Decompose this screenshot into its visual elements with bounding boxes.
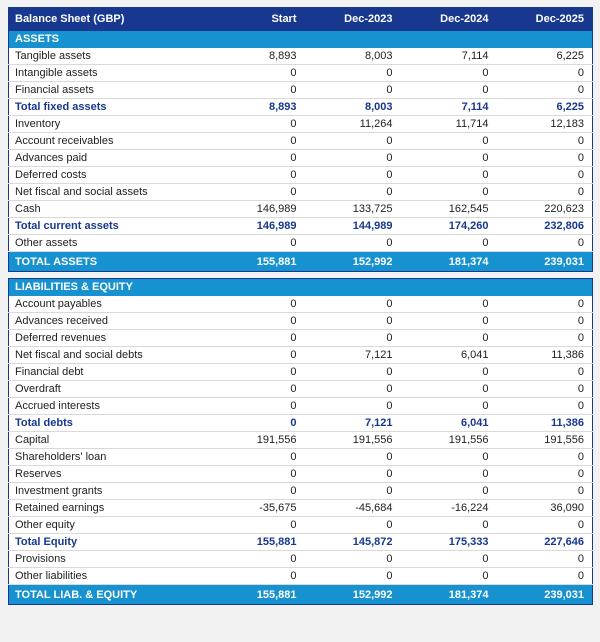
row-label: Total fixed assets	[9, 99, 209, 116]
cell-value: 0	[305, 483, 401, 500]
cell-value: 7,114	[401, 48, 497, 65]
cell-value: 6,041	[401, 415, 497, 432]
table-row	[9, 82, 593, 99]
total-row-label: TOTAL ASSETS	[9, 252, 209, 272]
cell-value: 146,989	[209, 201, 305, 218]
cell-value: 0	[497, 517, 593, 534]
cell-value: 0	[305, 330, 401, 347]
row-label: Shareholders' loan	[9, 449, 209, 466]
row-label: Other equity	[9, 517, 209, 534]
table-row	[9, 568, 593, 585]
cell-value: 0	[401, 82, 497, 99]
cell-value: 0	[209, 415, 305, 432]
row-label: Total Equity	[9, 534, 209, 551]
cell-value: 0	[401, 517, 497, 534]
cell-value: 0	[401, 398, 497, 415]
cell-value: 0	[305, 313, 401, 330]
liabilities-equity-section-body	[9, 279, 593, 605]
row-label: Investment grants	[9, 483, 209, 500]
row-label: Deferred costs	[9, 167, 209, 184]
table-row	[9, 415, 593, 432]
cell-value: 0	[209, 82, 305, 99]
column-header: Start	[209, 8, 305, 31]
liabilities-equity-table	[8, 278, 593, 605]
table-row	[9, 466, 593, 483]
cell-value: 0	[305, 82, 401, 99]
cell-value: 0	[209, 184, 305, 201]
cell-value: 0	[209, 398, 305, 415]
cell-value: 0	[209, 449, 305, 466]
row-label: Total debts	[9, 415, 209, 432]
cell-value: 0	[305, 381, 401, 398]
cell-value: 8,893	[209, 99, 305, 116]
cell-value: 0	[401, 167, 497, 184]
cell-value: 0	[209, 133, 305, 150]
cell-value: -16,224	[401, 500, 497, 517]
cell-value: 0	[209, 551, 305, 568]
cell-value: 0	[401, 133, 497, 150]
assets-table	[8, 7, 593, 272]
cell-value: 145,872	[305, 534, 401, 551]
cell-value: 0	[305, 551, 401, 568]
row-label: Capital	[9, 432, 209, 449]
cell-value: 0	[497, 330, 593, 347]
column-header: Dec-2025	[497, 8, 593, 31]
cell-value: 0	[209, 381, 305, 398]
cell-value: 0	[497, 167, 593, 184]
cell-value: 0	[209, 167, 305, 184]
cell-value: 12,183	[497, 116, 593, 133]
cell-value: 162,545	[401, 201, 497, 218]
row-label: Total current assets	[9, 218, 209, 235]
row-label: Cash	[9, 201, 209, 218]
cell-value: 155,881	[209, 534, 305, 551]
cell-value: 0	[305, 398, 401, 415]
cell-value: 0	[401, 184, 497, 201]
cell-value: 0	[305, 466, 401, 483]
cell-value: 0	[497, 449, 593, 466]
table-row	[9, 99, 593, 116]
cell-value: 0	[497, 381, 593, 398]
table-row	[9, 483, 593, 500]
assets-section-body	[9, 31, 593, 272]
cell-value: 0	[497, 235, 593, 252]
total-cell-value: 181,374	[401, 252, 497, 272]
column-header: Dec-2024	[401, 8, 497, 31]
table-row	[9, 313, 593, 330]
table-row	[9, 201, 593, 218]
cell-value: 7,114	[401, 99, 497, 116]
cell-value: 0	[401, 313, 497, 330]
table-row	[9, 116, 593, 133]
cell-value: -45,684	[305, 500, 401, 517]
section-header-label: LIABILITIES & EQUITY	[9, 279, 593, 296]
row-label: Account payables	[9, 296, 209, 313]
cell-value: 7,121	[305, 415, 401, 432]
cell-value: 0	[209, 296, 305, 313]
cell-value: 36,090	[497, 500, 593, 517]
cell-value: 0	[497, 466, 593, 483]
cell-value: 0	[401, 551, 497, 568]
cell-value: 6,041	[401, 347, 497, 364]
cell-value: 6,225	[497, 48, 593, 65]
cell-value: 174,260	[401, 218, 497, 235]
table-row	[9, 48, 593, 65]
cell-value: 8,003	[305, 99, 401, 116]
table-row	[9, 65, 593, 82]
total-cell-value: 155,881	[209, 585, 305, 605]
table-row	[9, 517, 593, 534]
cell-value: 0	[209, 116, 305, 133]
row-label: Financial assets	[9, 82, 209, 99]
cell-value: 7,121	[305, 347, 401, 364]
cell-value: 0	[401, 466, 497, 483]
table-row	[9, 296, 593, 313]
cell-value: 0	[401, 150, 497, 167]
cell-value: 0	[401, 568, 497, 585]
cell-value: 232,806	[497, 218, 593, 235]
cell-value: 11,264	[305, 116, 401, 133]
total-cell-value: 239,031	[497, 585, 593, 605]
table-row	[9, 184, 593, 201]
row-label: Deferred revenues	[9, 330, 209, 347]
row-label: Reserves	[9, 466, 209, 483]
row-label: Financial debt	[9, 364, 209, 381]
row-label: Account receivables	[9, 133, 209, 150]
cell-value: 0	[401, 449, 497, 466]
row-label: Accrued interests	[9, 398, 209, 415]
cell-value: 0	[305, 568, 401, 585]
row-label: Net fiscal and social debts	[9, 347, 209, 364]
cell-value: 0	[497, 313, 593, 330]
table-row	[9, 449, 593, 466]
total-row-label: TOTAL LIAB. & EQUITY	[9, 585, 209, 605]
cell-value: 0	[305, 150, 401, 167]
cell-value: 8,003	[305, 48, 401, 65]
table-row	[9, 551, 593, 568]
cell-value: 0	[401, 483, 497, 500]
cell-value: 0	[401, 330, 497, 347]
cell-value: 144,989	[305, 218, 401, 235]
cell-value: 220,623	[497, 201, 593, 218]
cell-value: 0	[209, 517, 305, 534]
total-cell-value: 239,031	[497, 252, 593, 272]
cell-value: 0	[209, 65, 305, 82]
cell-value: 0	[497, 82, 593, 99]
cell-value: 0	[497, 133, 593, 150]
cell-value: 227,646	[497, 534, 593, 551]
total-cell-value: 152,992	[305, 585, 401, 605]
section-header-row	[9, 31, 593, 48]
table-row	[9, 330, 593, 347]
section-header-label: ASSETS	[9, 31, 593, 48]
cell-value: 0	[497, 65, 593, 82]
cell-value: 0	[497, 483, 593, 500]
cell-value: 0	[209, 364, 305, 381]
row-label: Provisions	[9, 551, 209, 568]
cell-value: 6,225	[497, 99, 593, 116]
cell-value: 0	[305, 517, 401, 534]
row-label: Retained earnings	[9, 500, 209, 517]
cell-value: 8,893	[209, 48, 305, 65]
table-row	[9, 235, 593, 252]
cell-value: 0	[497, 551, 593, 568]
cell-value: 191,556	[209, 432, 305, 449]
cell-value: 0	[305, 235, 401, 252]
table-row	[9, 398, 593, 415]
cell-value: 0	[209, 568, 305, 585]
cell-value: 0	[305, 65, 401, 82]
cell-value: 0	[497, 184, 593, 201]
cell-value: 0	[209, 347, 305, 364]
cell-value: 11,386	[497, 415, 593, 432]
column-header-row	[9, 8, 593, 31]
table-title: Balance Sheet (GBP)	[9, 8, 209, 31]
cell-value: 0	[209, 466, 305, 483]
cell-value: 0	[209, 235, 305, 252]
table-row	[9, 381, 593, 398]
cell-value: -35,675	[209, 500, 305, 517]
cell-value: 0	[305, 184, 401, 201]
section-total-row	[9, 585, 593, 605]
row-label: Other assets	[9, 235, 209, 252]
cell-value: 0	[305, 133, 401, 150]
cell-value: 0	[401, 364, 497, 381]
row-label: Net fiscal and social assets	[9, 184, 209, 201]
cell-value: 191,556	[305, 432, 401, 449]
row-label: Advances received	[9, 313, 209, 330]
cell-value: 0	[209, 150, 305, 167]
cell-value: 0	[209, 483, 305, 500]
cell-value: 11,714	[401, 116, 497, 133]
cell-value: 0	[305, 296, 401, 313]
table-row	[9, 167, 593, 184]
row-label: Inventory	[9, 116, 209, 133]
cell-value: 175,333	[401, 534, 497, 551]
section-header-row	[9, 279, 593, 296]
cell-value: 0	[209, 330, 305, 347]
cell-value: 146,989	[209, 218, 305, 235]
cell-value: 191,556	[497, 432, 593, 449]
cell-value: 133,725	[305, 201, 401, 218]
cell-value: 191,556	[401, 432, 497, 449]
table-row	[9, 534, 593, 551]
row-label: Other liabilities	[9, 568, 209, 585]
row-label: Intangible assets	[9, 65, 209, 82]
cell-value: 0	[497, 364, 593, 381]
row-label: Tangible assets	[9, 48, 209, 65]
table-row	[9, 133, 593, 150]
table-row	[9, 500, 593, 517]
total-cell-value: 181,374	[401, 585, 497, 605]
cell-value: 0	[497, 568, 593, 585]
cell-value: 11,386	[497, 347, 593, 364]
table-row	[9, 150, 593, 167]
row-label: Overdraft	[9, 381, 209, 398]
table-row	[9, 432, 593, 449]
cell-value: 0	[497, 296, 593, 313]
total-cell-value: 152,992	[305, 252, 401, 272]
table-row	[9, 347, 593, 364]
cell-value: 0	[305, 364, 401, 381]
total-cell-value: 155,881	[209, 252, 305, 272]
cell-value: 0	[401, 65, 497, 82]
column-header: Dec-2023	[305, 8, 401, 31]
table-row	[9, 218, 593, 235]
cell-value: 0	[209, 313, 305, 330]
table-row	[9, 364, 593, 381]
cell-value: 0	[497, 398, 593, 415]
cell-value: 0	[305, 167, 401, 184]
cell-value: 0	[497, 150, 593, 167]
cell-value: 0	[401, 296, 497, 313]
cell-value: 0	[401, 235, 497, 252]
section-total-row	[9, 252, 593, 272]
row-label: Advances paid	[9, 150, 209, 167]
cell-value: 0	[305, 449, 401, 466]
cell-value: 0	[401, 381, 497, 398]
